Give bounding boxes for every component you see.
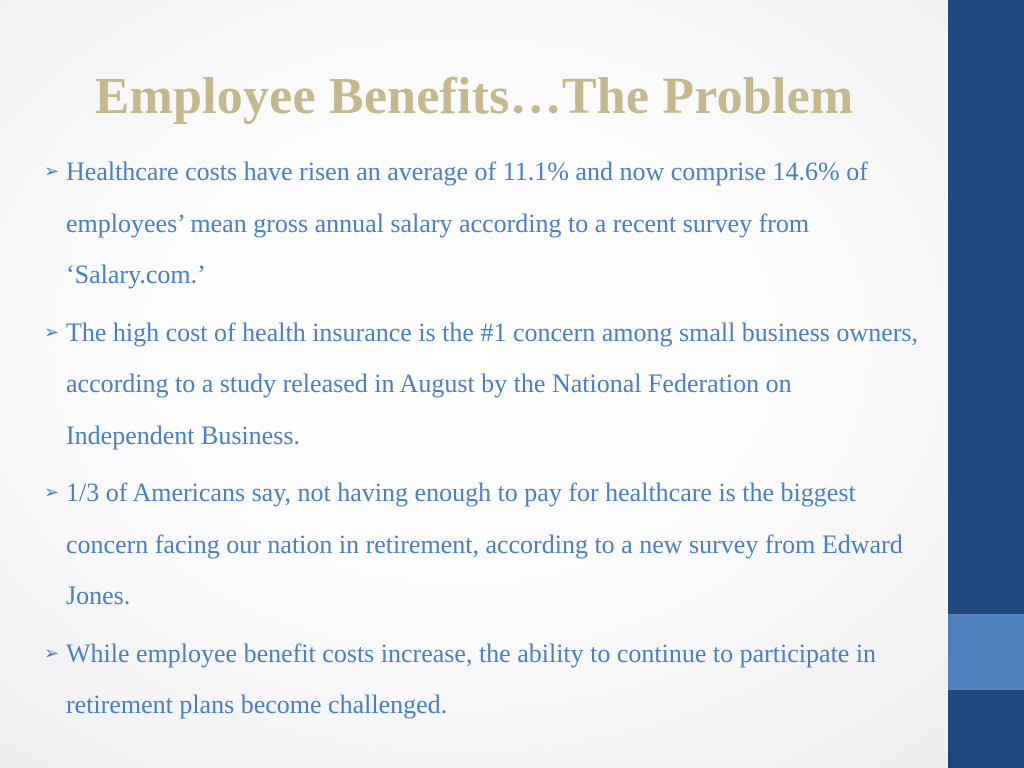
bullet-item: [44, 146, 922, 301]
bullet-text: The high cost of health insurance is the #1 concern among small business owners, according to a study released in August by the National Federation on Independent Business.: [66, 317, 919, 450]
bullet-item: [44, 628, 922, 731]
arrow-bullet-icon: ➢: [44, 321, 60, 342]
sidebar-accent-block: [948, 614, 1024, 690]
arrow-bullet-icon: ➢: [44, 161, 60, 181]
arrow-bullet-icon: ➢: [44, 482, 60, 502]
bullet-list: [44, 146, 922, 737]
bullet-item: [44, 307, 922, 462]
bullet-text: While employee benefit costs increase, the ability to continue to participate in retirement plans become challenged.: [66, 638, 877, 719]
slide-title: Employee Benefits…The Problem: [94, 68, 854, 125]
bullet-item: [44, 467, 922, 622]
arrow-bullet-icon: ➢: [44, 642, 60, 663]
bullet-text: Healthcare costs have risen an average of 11.1% and now comprise 14.6% of employees’ mean gross annual salary according to a recent survey from ‘Salary.com.’: [66, 157, 868, 289]
bullet-text: 1/3 of Americans say, not having enough to pay for healthcare is the biggest concern facing our nation in retirement, according to a new survey from Edward Jones.: [66, 478, 903, 610]
